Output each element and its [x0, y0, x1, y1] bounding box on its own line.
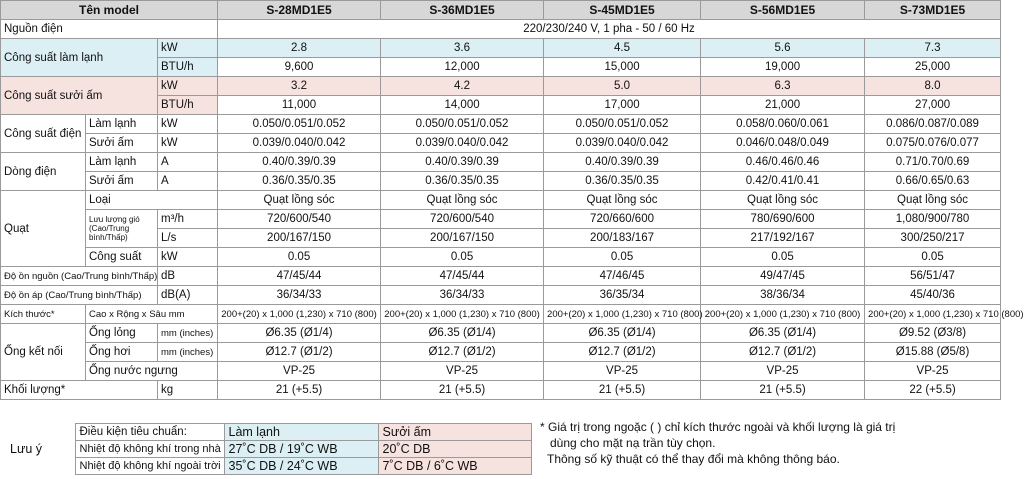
- cell-value: 0.36/0.35/0.35: [218, 172, 381, 191]
- cell-value: 21 (+5.5): [381, 381, 544, 400]
- current-cool-row: [1, 153, 1001, 172]
- pipe-liquid-row: [1, 324, 1001, 343]
- notes-label: Lưu ý: [0, 424, 75, 475]
- cell-value: 12,000: [381, 58, 544, 77]
- airflow-label: Lưu lượng gió (Cao/Trung bình/Thấp): [86, 210, 158, 248]
- dimensions-label: Kích thước*: [1, 305, 86, 324]
- cell-value: 0.075/0.076/0.077: [865, 134, 1001, 153]
- cell-value: VP-25: [701, 362, 865, 381]
- noise-row: [1, 267, 1001, 286]
- cell-value: Ø12.7 (Ø1/2): [544, 343, 701, 362]
- unit-label: mm (inches): [158, 343, 218, 362]
- cell-value: 0.40/0.39/0.39: [544, 153, 701, 172]
- cell-value: 0.050/0.051/0.052: [544, 115, 701, 134]
- cell-value: 11,000: [218, 96, 381, 115]
- cell-value: 0.05: [701, 248, 865, 267]
- footnotes: [540, 419, 895, 467]
- cell-value: VP-25: [218, 362, 381, 381]
- cell-value: 200/167/150: [381, 229, 544, 248]
- weight-label: Khối lượng*: [1, 381, 158, 400]
- fan-label: Quạt: [1, 191, 86, 267]
- power-input-label: Công suất điện: [1, 115, 86, 153]
- conditions-table: [0, 423, 532, 475]
- unit-label: kW: [158, 134, 218, 153]
- sub-label: Ống hơi: [86, 343, 158, 362]
- cooling-capacity-label: Công suất làm lạnh: [1, 39, 158, 77]
- cell-value: 21 (+5.5): [544, 381, 701, 400]
- cooling-kw-row: [1, 39, 1001, 58]
- cell-value: 300/250/217: [865, 229, 1001, 248]
- current-label: Dòng điện: [1, 153, 86, 191]
- sub-label: Sưởi ấm: [86, 134, 158, 153]
- conditions-header-row: [0, 424, 531, 441]
- noise-label: Độ ồn nguồn (Cao/Trung bình/Thấp): [1, 267, 158, 286]
- cooling-head: Làm lạnh: [224, 424, 378, 441]
- cell-value: Quạt lồng sóc: [218, 191, 381, 210]
- power-supply-row: [1, 20, 1001, 39]
- pipe-drain-row: [1, 362, 1001, 381]
- current-heat-row: [1, 172, 1001, 191]
- cell-value: 200+(20) x 1,000 (1,230) x 710 (800): [701, 305, 865, 324]
- outdoor-row: [0, 458, 531, 475]
- cell-value: 0.36/0.35/0.35: [381, 172, 544, 191]
- cell-value: 49/47/45: [701, 267, 865, 286]
- cell-value: 0.40/0.39/0.39: [218, 153, 381, 172]
- unit-label: kg: [158, 381, 218, 400]
- cell-value: 1,080/900/780: [865, 210, 1001, 229]
- cell-value: 4.5: [544, 39, 701, 58]
- outdoor-cool: 35˚C DB / 24˚C WB: [224, 458, 378, 475]
- cell-value: 720/600/540: [218, 210, 381, 229]
- cell-value: 0.050/0.051/0.052: [381, 115, 544, 134]
- outdoor-heat: 7˚C DB / 6˚C WB: [378, 458, 531, 475]
- sub-label: Sưởi ấm: [86, 172, 158, 191]
- fan-airflow-m3h-row: [1, 210, 1001, 229]
- dimensions-row: [1, 305, 1001, 324]
- cell-value: 200+(20) x 1,000 (1,230) x 710 (800): [544, 305, 701, 324]
- cell-value: 0.36/0.35/0.35: [544, 172, 701, 191]
- cell-value: 0.086/0.087/0.089: [865, 115, 1001, 134]
- power-input-heat-row: [1, 134, 1001, 153]
- cell-value: 0.046/0.048/0.049: [701, 134, 865, 153]
- fan-type-row: [1, 191, 1001, 210]
- cell-value: Quạt lồng sóc: [701, 191, 865, 210]
- unit-label: A: [158, 153, 218, 172]
- footnote-line: dùng cho mặt nạ trần tùy chọn.: [550, 436, 716, 450]
- heating-kw-row: [1, 77, 1001, 96]
- cell-value: 0.66/0.65/0.63: [865, 172, 1001, 191]
- pipe-gas-row: [1, 343, 1001, 362]
- unit-label: BTU/h: [158, 96, 218, 115]
- footnote-line: Thông số kỹ thuật có thể thay đổi mà không thông báo.: [547, 452, 840, 466]
- cell-value: 0.050/0.051/0.052: [218, 115, 381, 134]
- cell-value: 47/45/44: [381, 267, 544, 286]
- unit-label: dB(A): [158, 286, 218, 305]
- sub-label: Làm lạnh: [86, 153, 158, 172]
- cell-value: 0.05: [544, 248, 701, 267]
- pressure-label: Độ ồn áp (Cao/Trung bình/Thấp): [1, 286, 158, 305]
- cell-value: Ø15.88 (Ø5/8): [865, 343, 1001, 362]
- cell-value: 0.039/0.040/0.042: [381, 134, 544, 153]
- unit-label: BTU/h: [158, 58, 218, 77]
- cell-value: 0.05: [865, 248, 1001, 267]
- cell-value: 0.46/0.46/0.46: [701, 153, 865, 172]
- cell-value: 0.058/0.060/0.061: [701, 115, 865, 134]
- cell-value: 0.05: [218, 248, 381, 267]
- cell-value: 5.0: [544, 77, 701, 96]
- cell-value: 21,000: [701, 96, 865, 115]
- sub-label: Ống nước ngưng: [86, 362, 218, 381]
- cell-value: VP-25: [865, 362, 1001, 381]
- power-input-cool-row: [1, 115, 1001, 134]
- cell-value: 200/183/167: [544, 229, 701, 248]
- cell-value: Ø6.35 (Ø1/4): [218, 324, 381, 343]
- cell-value: 47/45/44: [218, 267, 381, 286]
- cell-value: Ø12.7 (Ø1/2): [218, 343, 381, 362]
- unit-label: L/s: [158, 229, 218, 248]
- cell-value: 21 (+5.5): [701, 381, 865, 400]
- cell-value: 4.2: [381, 77, 544, 96]
- cell-value: 19,000: [701, 58, 865, 77]
- footnote-line: * Giá trị trong ngoặc ( ) chỉ kích thước ngoài và khối lượng là giá trị: [540, 420, 896, 434]
- unit-label: kW: [158, 248, 218, 267]
- cell-value: 36/34/33: [381, 286, 544, 305]
- cell-value: Quạt lồng sóc: [865, 191, 1001, 210]
- unit-label: dB: [158, 267, 218, 286]
- sub-label: Cao x Rộng x Sâu mm: [86, 305, 218, 324]
- cell-value: 2.8: [218, 39, 381, 58]
- cell-value: 6.3: [701, 77, 865, 96]
- cell-value: 0.05: [381, 248, 544, 267]
- unit-label: m³/h: [158, 210, 218, 229]
- unit-label: kW: [158, 39, 218, 58]
- unit-label: mm (inches): [158, 324, 218, 343]
- cell-value: 0.40/0.39/0.39: [381, 153, 544, 172]
- fan-output-row: [1, 248, 1001, 267]
- outdoor-label: Nhiệt độ không khí ngoài trời: [75, 458, 224, 475]
- cell-value: Ø12.7 (Ø1/2): [381, 343, 544, 362]
- model-title: Tên model: [1, 1, 218, 20]
- cell-value: 21 (+5.5): [218, 381, 381, 400]
- cell-value: 17,000: [544, 96, 701, 115]
- power-supply-value: 220/230/240 V, 1 pha - 50 / 60 Hz: [218, 20, 1001, 39]
- sub-label: Công suất: [86, 248, 158, 267]
- heating-capacity-label: Công suất sưởi ấm: [1, 77, 158, 115]
- cell-value: 0.42/0.41/0.41: [701, 172, 865, 191]
- cell-value: 25,000: [865, 58, 1001, 77]
- cell-value: 47/46/45: [544, 267, 701, 286]
- cell-value: 27,000: [865, 96, 1001, 115]
- cell-value: 3.2: [218, 77, 381, 96]
- power-supply-label: Nguồn điện: [1, 20, 218, 39]
- cell-value: 5.6: [701, 39, 865, 58]
- model-name: S-56MD1E5: [701, 1, 865, 20]
- cell-value: VP-25: [544, 362, 701, 381]
- cell-value: 200/167/150: [218, 229, 381, 248]
- cell-value: 200+(20) x 1,000 (1,230) x 710 (800): [865, 305, 1001, 324]
- cell-value: 36/35/34: [544, 286, 701, 305]
- cell-value: Quạt lồng sóc: [544, 191, 701, 210]
- cell-value: 14,000: [381, 96, 544, 115]
- cell-value: 56/51/47: [865, 267, 1001, 286]
- cell-value: VP-25: [381, 362, 544, 381]
- sub-label: Làm lạnh: [86, 115, 158, 134]
- cell-value: 15,000: [544, 58, 701, 77]
- pressure-row: [1, 286, 1001, 305]
- cell-value: Ø6.35 (Ø1/4): [701, 324, 865, 343]
- cell-value: 0.039/0.040/0.042: [218, 134, 381, 153]
- cell-value: 38/36/34: [701, 286, 865, 305]
- cell-value: 200+(20) x 1,000 (1,230) x 710 (800): [381, 305, 544, 324]
- conditions-header: Điều kiện tiêu chuẩn:: [75, 424, 224, 441]
- unit-label: kW: [158, 77, 218, 96]
- cell-value: Ø12.7 (Ø1/2): [701, 343, 865, 362]
- cell-value: 217/192/167: [701, 229, 865, 248]
- cell-value: 9,600: [218, 58, 381, 77]
- cell-value: 22 (+5.5): [865, 381, 1001, 400]
- heating-head: Sưởi ấm: [378, 424, 531, 441]
- cell-value: 0.039/0.040/0.042: [544, 134, 701, 153]
- unit-label: A: [158, 172, 218, 191]
- sub-label: Loại: [86, 191, 218, 210]
- cell-value: 3.6: [381, 39, 544, 58]
- indoor-cool: 27˚C DB / 19˚C WB: [224, 441, 378, 458]
- model-name: S-36MD1E5: [381, 1, 544, 20]
- cell-value: Quạt lồng sóc: [381, 191, 544, 210]
- indoor-row: [0, 441, 531, 458]
- cell-value: 0.71/0.70/0.69: [865, 153, 1001, 172]
- model-name: S-73MD1E5: [865, 1, 1001, 20]
- cell-value: 720/660/600: [544, 210, 701, 229]
- cell-value: 8.0: [865, 77, 1001, 96]
- header-row: [1, 1, 1001, 20]
- sub-label: Ống lỏng: [86, 324, 158, 343]
- cell-value: 780/690/600: [701, 210, 865, 229]
- cell-value: 45/40/36: [865, 286, 1001, 305]
- indoor-heat: 20˚C DB: [378, 441, 531, 458]
- model-name: S-45MD1E5: [544, 1, 701, 20]
- cell-value: 200+(20) x 1,000 (1,230) x 710 (800): [218, 305, 381, 324]
- cell-value: Ø6.35 (Ø1/4): [544, 324, 701, 343]
- cell-value: 36/34/33: [218, 286, 381, 305]
- cell-value: Ø9.52 (Ø3/8): [865, 324, 1001, 343]
- indoor-label: Nhiệt độ không khí trong nhà: [75, 441, 224, 458]
- unit-label: kW: [158, 115, 218, 134]
- piping-label: Ống kết nối: [1, 324, 86, 381]
- weight-row: [1, 381, 1001, 400]
- cell-value: 720/600/540: [381, 210, 544, 229]
- cell-value: 7.3: [865, 39, 1001, 58]
- model-name: S-28MD1E5: [218, 1, 381, 20]
- cell-value: Ø6.35 (Ø1/4): [381, 324, 544, 343]
